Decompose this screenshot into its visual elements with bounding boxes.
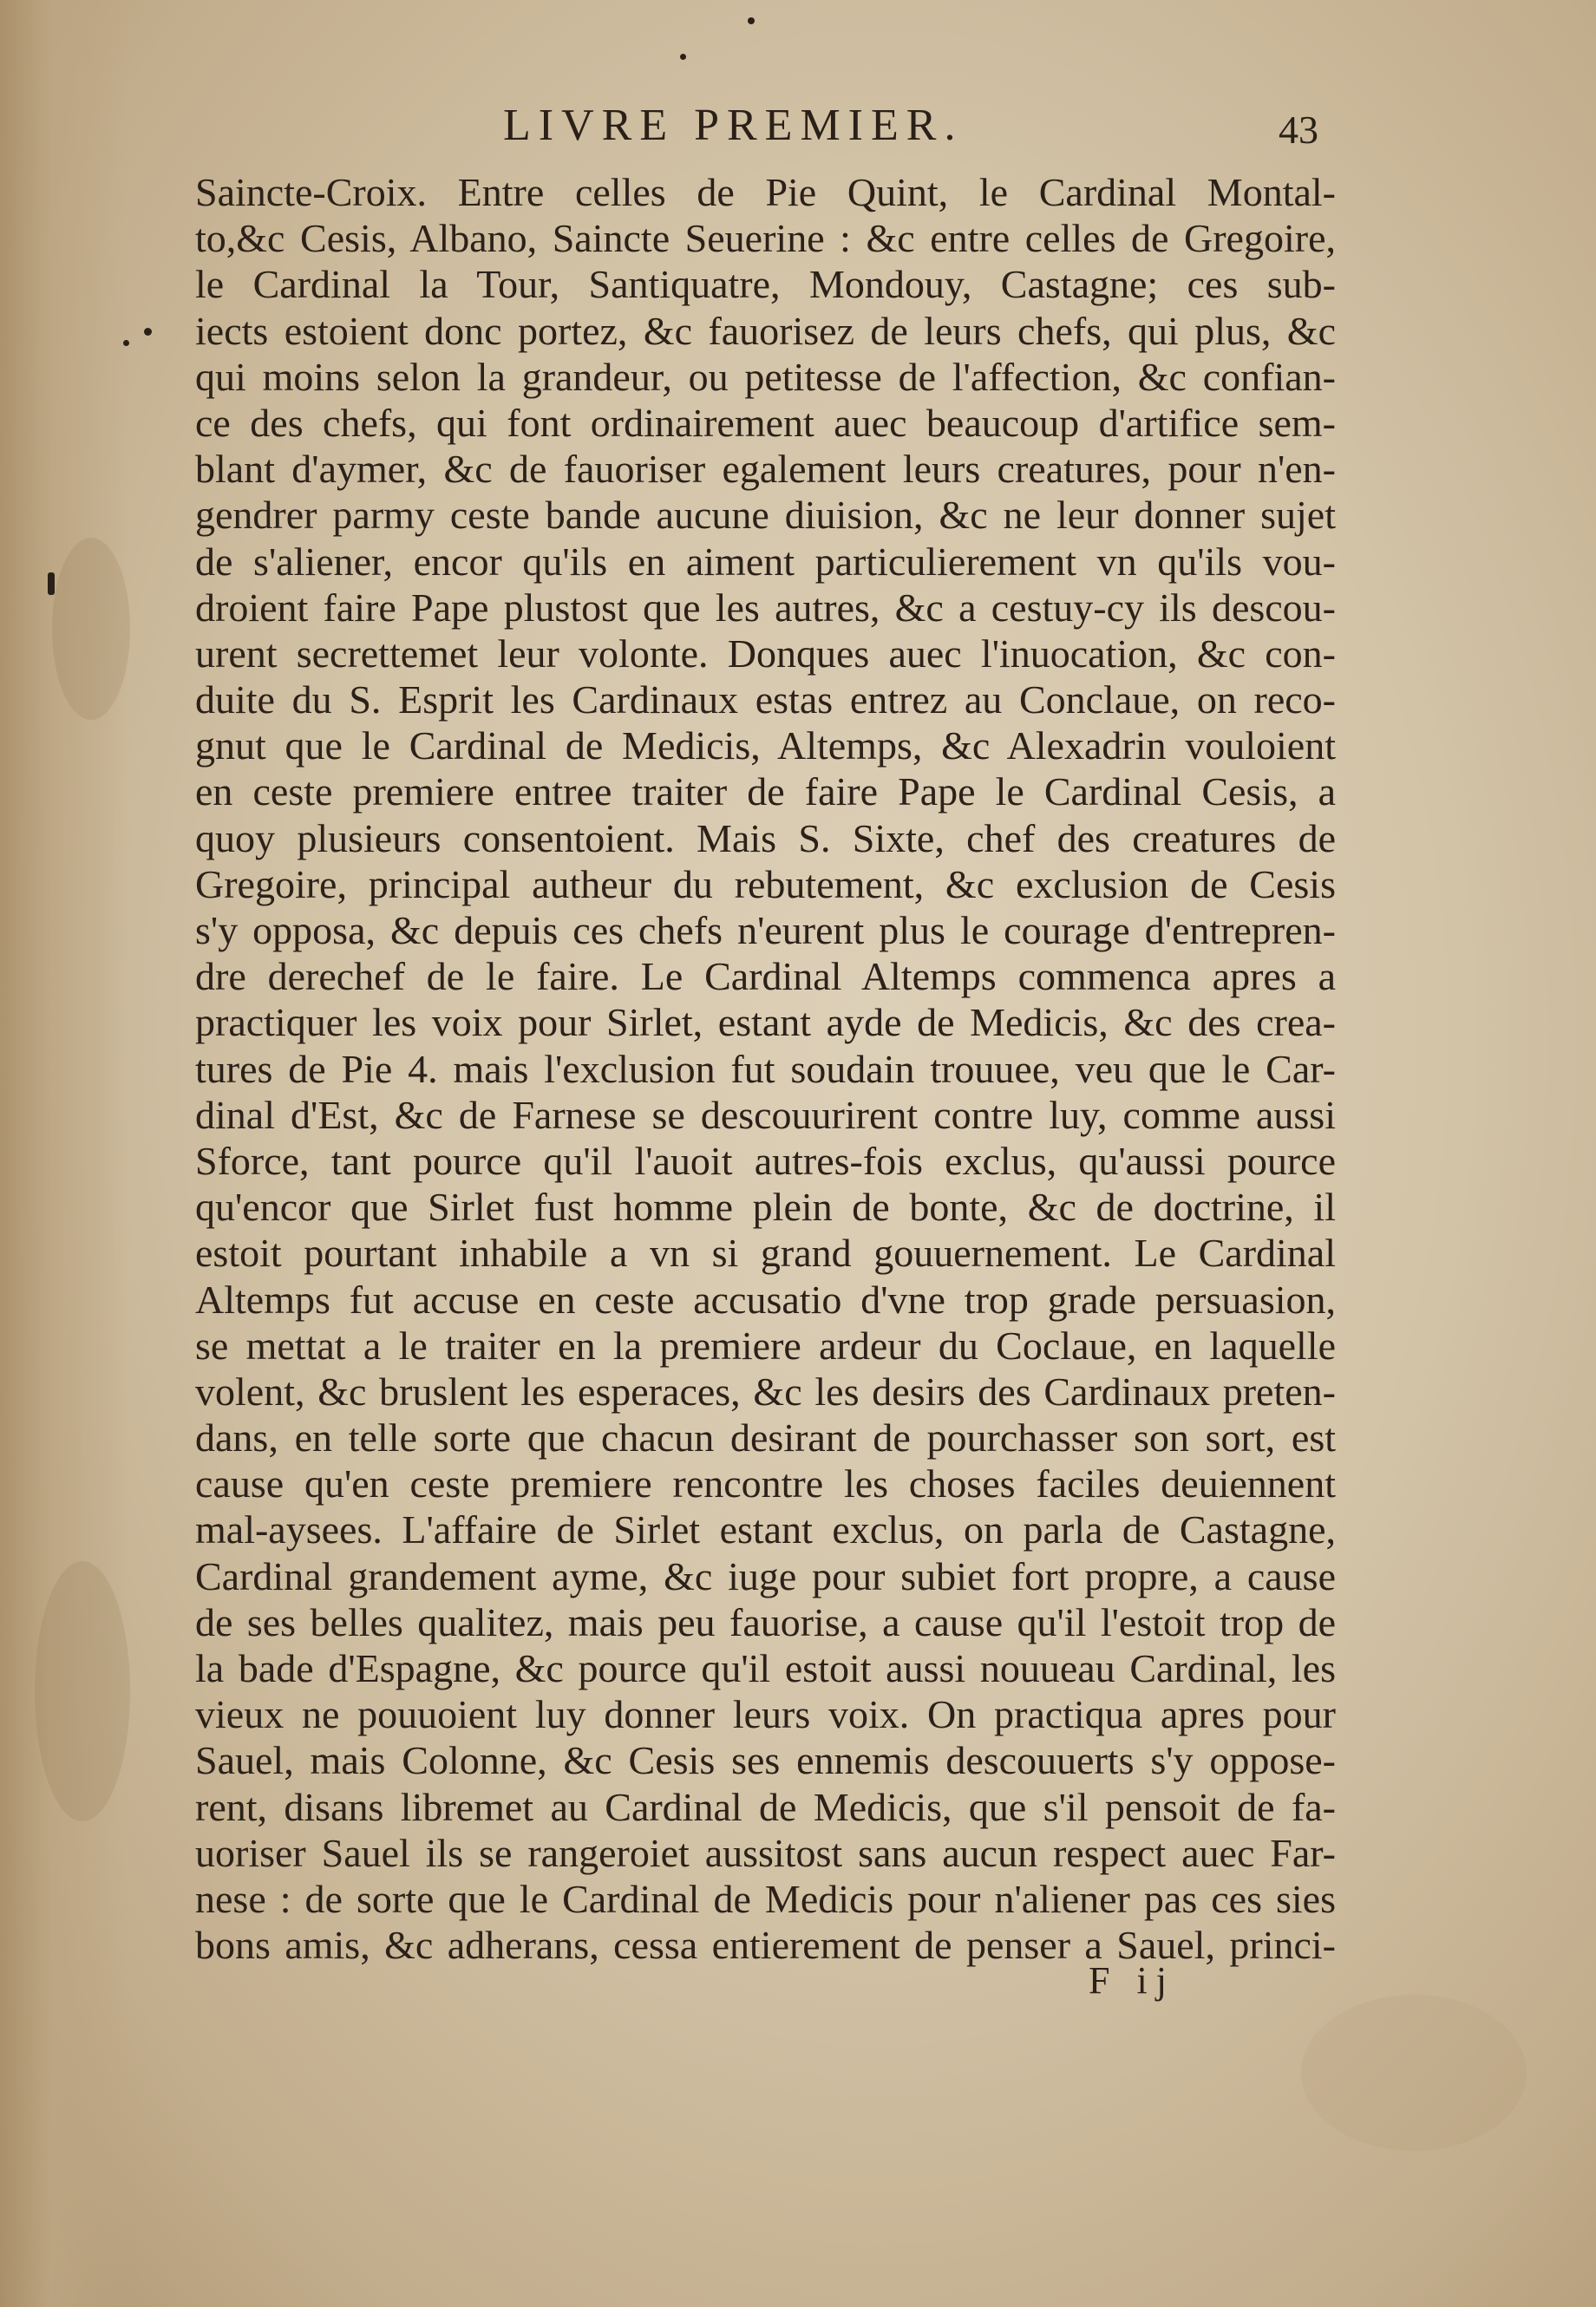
text-line: uoriser Sauel ils se rangeroiet aussitost sans aucun respect auec Far- <box>195 1830 1336 1875</box>
text-line: to,&c Cesis, Albano, Saincte Seuerine : &c entre celles de Gregoire, <box>195 216 1336 261</box>
text-line: Cardinal grandement ayme, &c iuge pour subiet fort propre, a cause <box>195 1553 1336 1598</box>
text-line: blant d'aymer, &c de fauoriser egalement leurs creatures, pour n'en- <box>195 447 1336 492</box>
text-line: droient faire Pape plustost que les autres, &c a cestuy-cy ils descou- <box>195 585 1336 630</box>
text-line: Sauel, mais Colonne, &c Cesis ses ennemis descouuerts s'y oppose- <box>195 1738 1336 1783</box>
page-header <box>486 100 1353 160</box>
running-title: LIVRE PREMIER. <box>503 101 964 150</box>
text-line: qui moins selon la grandeur, ou petitesse de l'affection, &c confian- <box>195 354 1336 399</box>
text-line: le Cardinal la Tour, Santiquatre, Mondouy, Castagne; ces sub- <box>195 262 1336 307</box>
paper-stain <box>1301 1995 1527 2151</box>
text-line: tures de Pie 4. mais l'exclusion fut soudain trouuee, veu que le Car- <box>195 1046 1336 1091</box>
text-line: ce des chefs, qui font ordinairement auec beaucoup d'artifice sem- <box>195 400 1336 445</box>
text-line: duite du S. Esprit les Cardinaux estas entrez au Conclaue, on reco- <box>195 677 1336 722</box>
text-line: se mettat a le traiter en la premiere ardeur du Coclaue, en laquelle <box>195 1323 1336 1368</box>
paper-stain <box>52 538 130 720</box>
text-line: volent, &c bruslent les esperaces, &c les desirs des Cardinaux preten- <box>195 1369 1336 1414</box>
ink-speck <box>48 572 55 595</box>
text-line: Gregoire, principal autheur du rebutement, &c exclusion de Cesis <box>195 861 1336 906</box>
text-line: cause qu'en ceste premiere rencontre les choses faciles deuiennent <box>195 1461 1336 1506</box>
text-line: dinal d'Est, &c de Farnese se descouurirent contre luy, comme aussi <box>195 1092 1336 1137</box>
text-line: estoit pourtant inhabile a vn si grand gouuernement. Le Cardinal <box>195 1231 1336 1276</box>
text-line: urent secrettemet leur volonte. Donques auec l'inuocation, &c con- <box>195 631 1336 676</box>
text-line: nese : de sorte que le Cardinal de Medicis pour n'aliener pas ces sies <box>195 1876 1336 1921</box>
text-line: dre derechef de le faire. Le Cardinal Altemps commenca apres a <box>195 954 1336 999</box>
page-number: 43 <box>1279 108 1318 152</box>
text-line: gendrer parmy ceste bande aucune diuision, &c ne leur donner sujet <box>195 493 1336 538</box>
text-line: de s'aliener, encor qu'ils en aiment particulierement vn qu'ils vou- <box>195 539 1336 584</box>
text-line: mal-aysees. L'affaire de Sirlet estant exclus, on parla de Castagne, <box>195 1507 1336 1552</box>
text-line: vieux ne pouuoient luy donner leurs voix. On practiqua apres pour <box>195 1692 1336 1737</box>
text-line: quoy plusieurs consentoient. Mais S. Sixte, chef des creatures de <box>195 815 1336 860</box>
text-line: Altemps fut accuse en ceste accusatio d'vne trop grade persuasion, <box>195 1277 1336 1322</box>
text-line: practiquer les voix pour Sirlet, estant ayde de Medicis, &c des crea- <box>195 1000 1336 1045</box>
ink-speck <box>680 54 686 60</box>
paper-stain <box>35 1561 130 1821</box>
text-line: rent, disans libremet au Cardinal de Medicis, que s'il pensoit de fa- <box>195 1784 1336 1829</box>
ink-speck <box>748 17 755 24</box>
text-line: Saincte-Croix. Entre celles de Pie Quint, le Cardinal Montal- <box>195 170 1336 214</box>
text-line: gnut que le Cardinal de Medicis, Altemps, &c Alexadrin vouloient <box>195 723 1336 768</box>
ink-speck <box>144 328 152 336</box>
text-line: en ceste premiere entree traiter de faire Pape le Cardinal Cesis, a <box>195 769 1336 814</box>
body-text <box>195 169 1336 1968</box>
text-line: iects estoient donc portez, &c fauorisez de leurs chefs, qui plus, &c <box>195 308 1336 353</box>
text-line: de ses belles qualitez, mais peu fauorise, a cause qu'il l'estoit trop de <box>195 1599 1336 1644</box>
text-line: la bade d'Espagne, &c pource qu'il estoit aussi nouueau Cardinal, les <box>195 1646 1336 1690</box>
binding-shadow <box>0 0 130 2307</box>
text-line: s'y opposa, &c depuis ces chefs n'eurent plus le courage d'entrepren- <box>195 908 1336 952</box>
text-line: dans, en telle sorte que chacun desirant de pourchasser son sort, est <box>195 1415 1336 1461</box>
text-line: bons amis, &c adherans, cessa entierement de penser a Sauel, princi- <box>195 1923 1336 1968</box>
ink-speck <box>123 340 129 346</box>
signature-mark: F ij <box>1089 1959 1175 2002</box>
text-line: qu'encor que Sirlet fust homme plein de bonte, &c de doctrine, il <box>195 1185 1336 1230</box>
text-line: Sforce, tant pource qu'il l'auoit autres-fois exclus, qu'aussi pource <box>195 1138 1336 1183</box>
